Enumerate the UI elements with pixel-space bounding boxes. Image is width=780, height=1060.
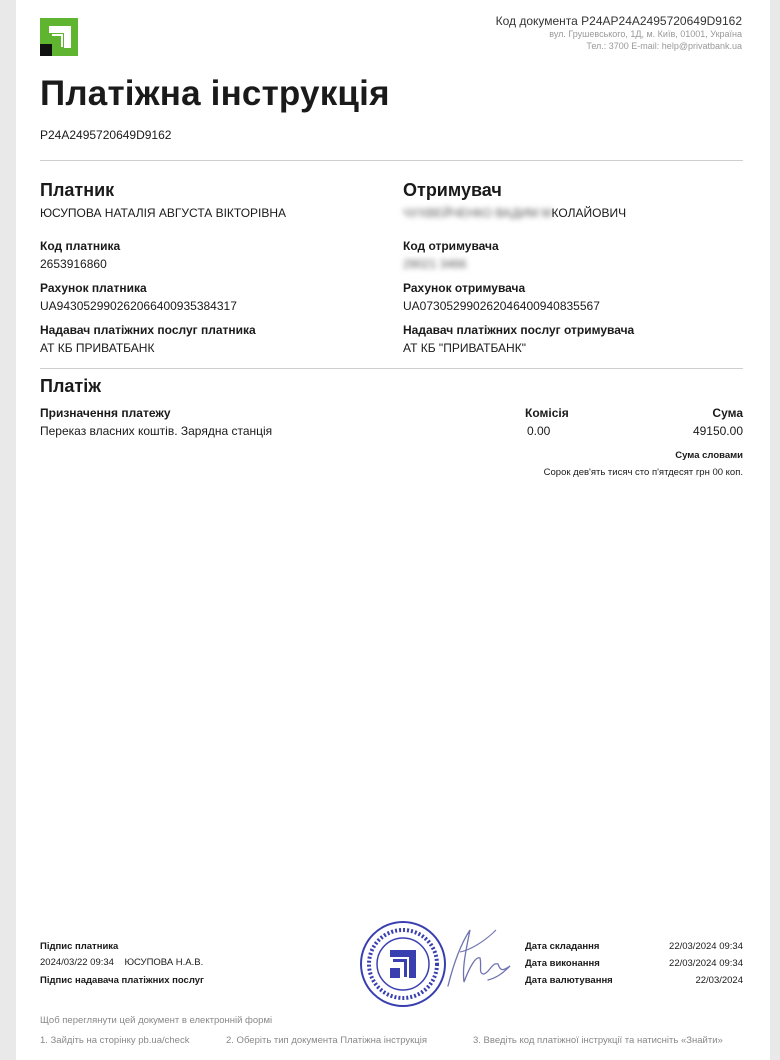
document-number: P24A2495720649D9162 <box>40 128 172 142</box>
amount-words: Сорок дев'ять тисяч сто п'ятдесят грн 00 коп. <box>543 467 743 478</box>
payer-name: ЮСУПОВА НАТАЛІЯ АВГУСТА ВІКТОРІВНА <box>40 206 287 220</box>
payer-signature-label: Підпис платника <box>40 941 119 952</box>
footer-step: 1. Зайдіть на сторінку pb.ua/check <box>40 1035 190 1046</box>
payer-code-label: Код платника <box>40 239 121 253</box>
payment-heading: Платіж <box>40 376 101 396</box>
date-label: Дата валютування <box>525 975 613 986</box>
recipient-provider: АТ КБ "ПРИВАТБАНК" <box>403 341 526 355</box>
date-value: 22/03/2024 09:34 <box>669 958 743 969</box>
purpose-value: Переказ власних коштів. Зарядна станція <box>40 424 273 438</box>
recipient-code-label: Код отримувача <box>403 239 499 253</box>
recipient-code-redacted: 29021 3466 <box>403 257 467 271</box>
divider <box>40 368 743 369</box>
payer-heading: Платник <box>40 180 115 200</box>
document-code: Код документа P24AP24A2495720649D9162 <box>495 14 742 28</box>
provider-signature-label: Підпис надавача платіжних послуг <box>40 975 204 986</box>
payer-provider: АТ КБ ПРИВАТБАНК <box>40 341 155 355</box>
footer-step: 2. Оберіть тип документа Платіжна інструкція <box>226 1035 427 1046</box>
bank-stamp-icon <box>359 920 447 1008</box>
amount-words-label: Сума словами <box>675 450 743 461</box>
document-page <box>16 0 770 1060</box>
divider <box>40 160 743 161</box>
date-label: Дата складання <box>525 941 600 952</box>
payer-account-label: Рахунок платника <box>40 281 147 295</box>
redacted-text: ЧУХВЕЙЧЕНКО ВАДИМ М <box>403 206 552 220</box>
commission-value: 0.00 <box>527 424 551 438</box>
recipient-account: UA073052990262046400940835567 <box>403 299 600 313</box>
bank-contacts: Тел.: 3700 E-mail: help@privatbank.ua <box>586 41 742 51</box>
date-label: Дата виконання <box>525 958 600 969</box>
payer-account: UA943052990262066400935384317 <box>40 299 237 313</box>
footer-note: Щоб переглянути цей документ в електронній формі <box>40 1015 273 1026</box>
date-value: 22/03/2024 <box>695 975 743 986</box>
recipient-name <box>403 206 626 220</box>
amount-value: 49150.00 <box>692 424 743 438</box>
document-header-info <box>496 14 742 52</box>
footer-step: 3. Введіть код платіжної інструкції та натисніть «Знайти» <box>473 1035 723 1046</box>
date-value: 22/03/2024 09:34 <box>669 941 743 952</box>
page-title: Платіжна інструкція <box>40 74 390 113</box>
amount-label: Сума <box>712 406 743 420</box>
payer-provider-label: Надавач платіжних послуг платника <box>40 323 256 337</box>
recipient-name-visible: КОЛАЙОВИЧ <box>551 206 627 220</box>
commission-label: Комісія <box>525 406 569 420</box>
purpose-label: Призначення платежу <box>40 406 171 420</box>
privatbank-logo-icon <box>40 18 78 56</box>
payer-code: 2653916860 <box>40 257 107 271</box>
payer-signature-value: 2024/03/22 09:34 ЮСУПОВА Н.А.В. <box>40 957 204 968</box>
bank-address: вул. Грушевського, 1Д, м. Київ, 01001, Україна <box>549 29 742 39</box>
recipient-heading: Отримувач <box>403 180 502 200</box>
handwritten-signature-icon <box>440 922 520 994</box>
recipient-provider-label: Надавач платіжних послуг отримувача <box>403 323 635 337</box>
recipient-account-label: Рахунок отримувача <box>403 281 526 295</box>
